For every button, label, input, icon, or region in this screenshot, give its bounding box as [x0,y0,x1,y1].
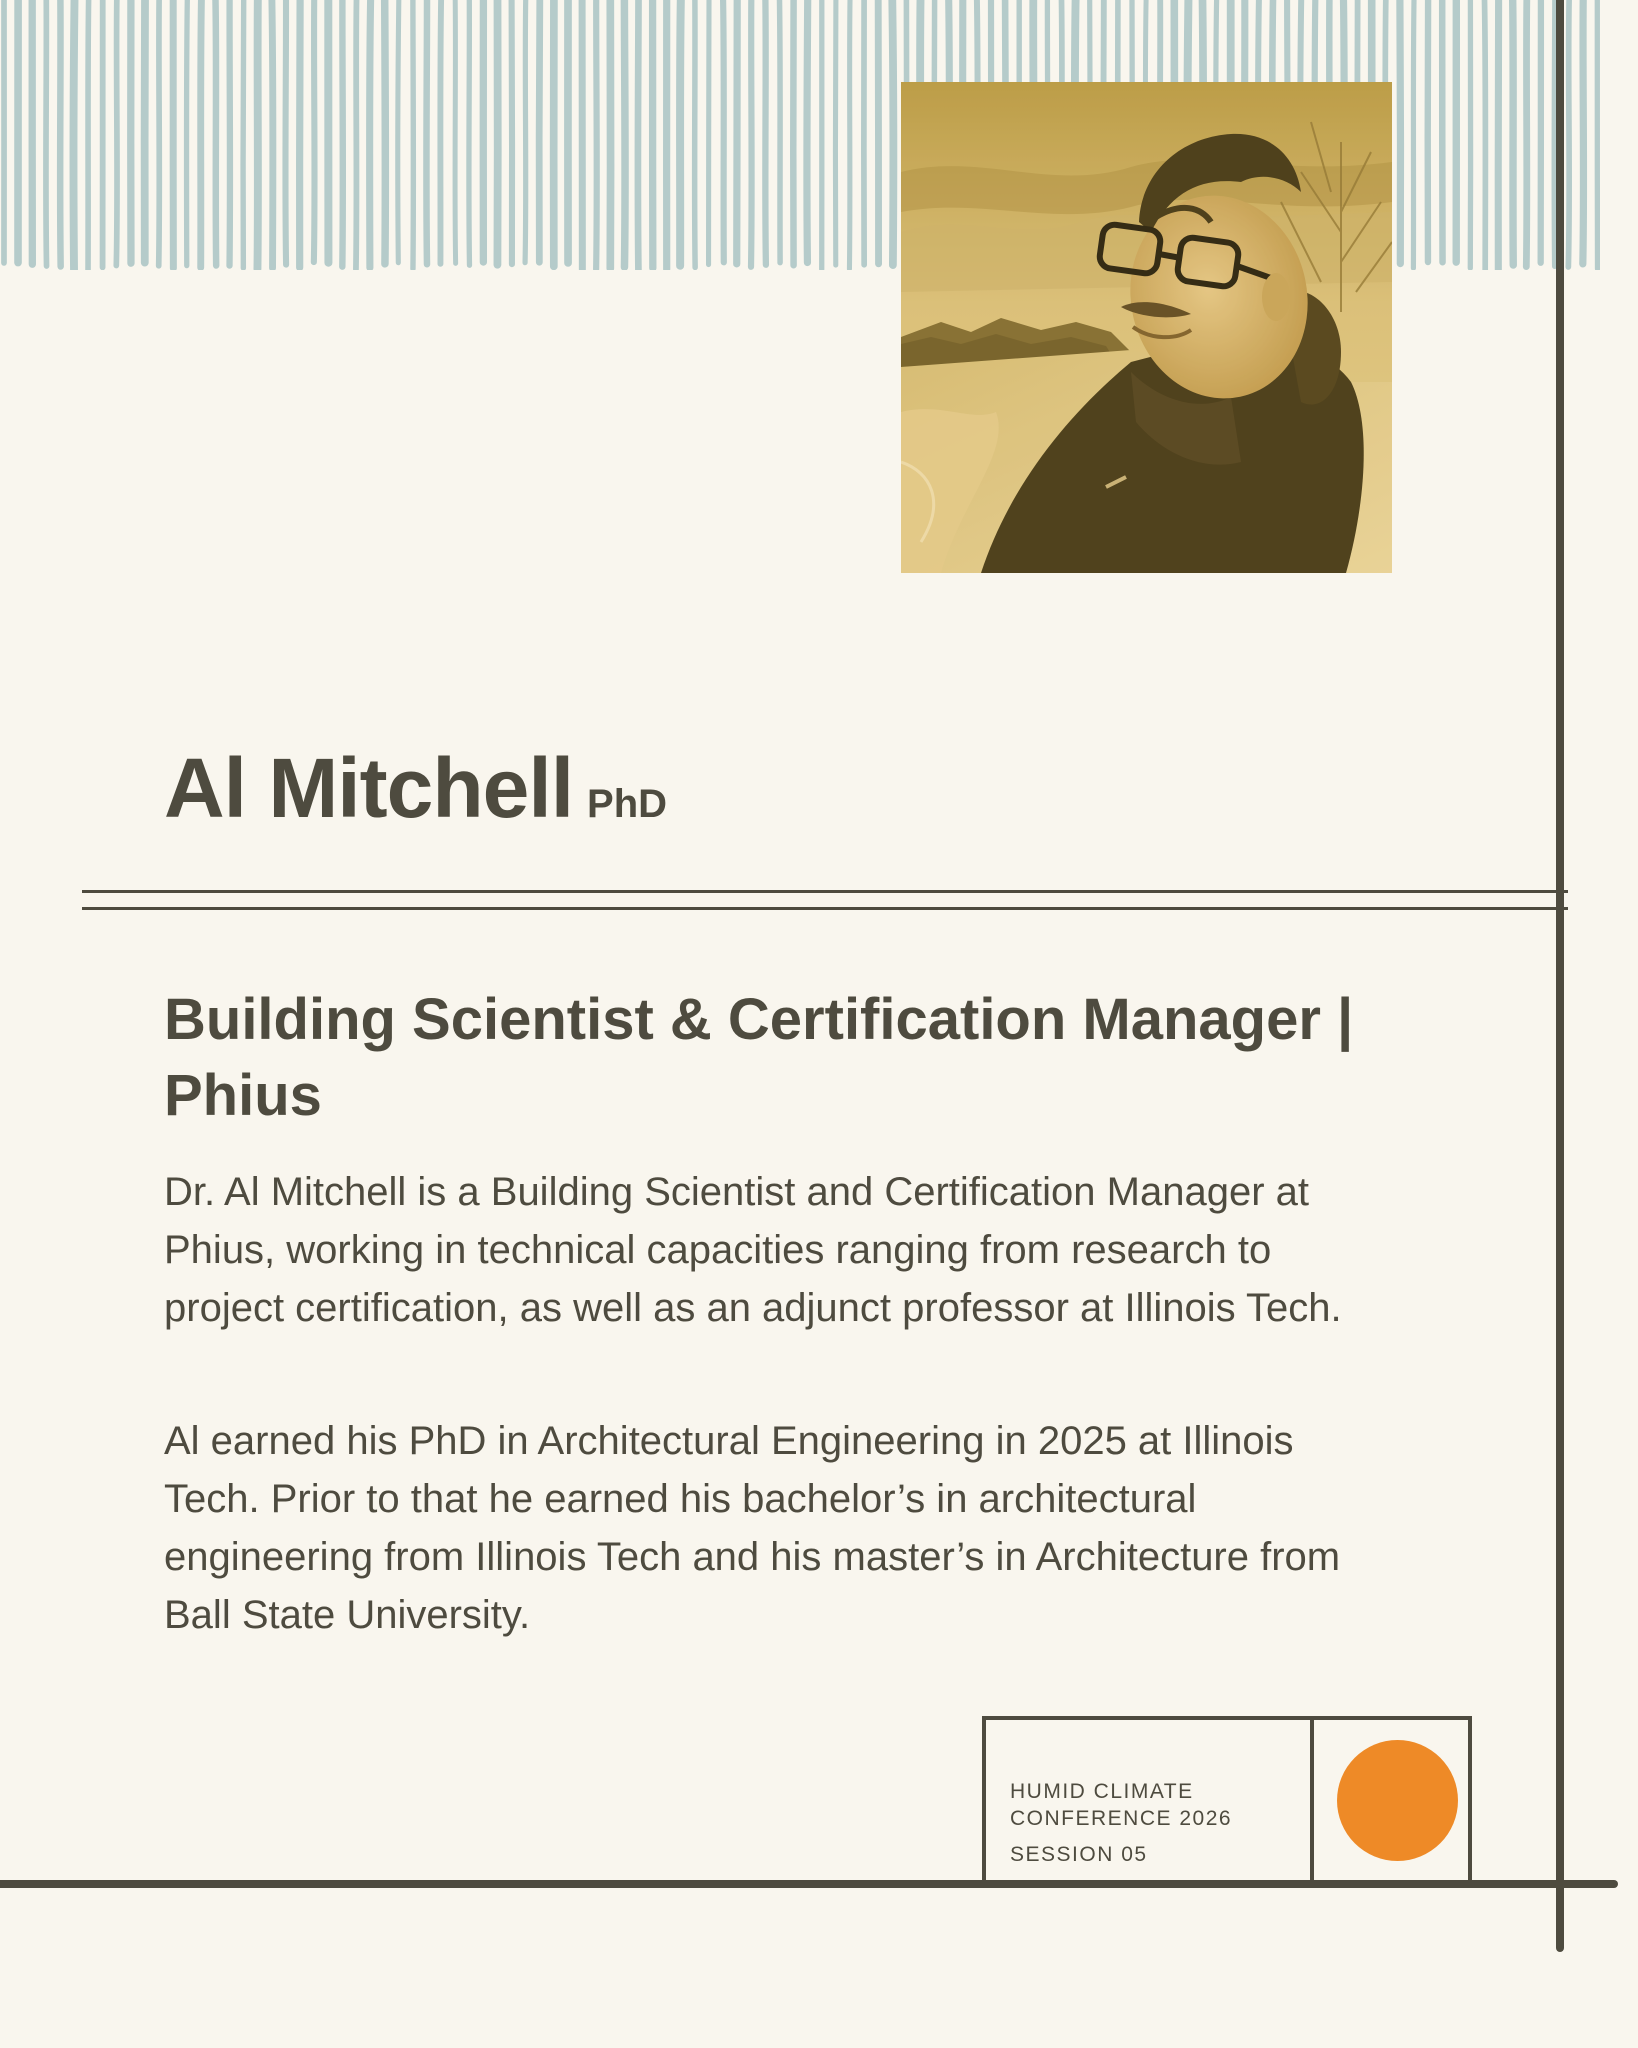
speaker-degree: PhD [587,782,668,826]
speaker-name: Al Mitchell [164,741,574,835]
event-session: SESSION 05 [1010,1843,1148,1866]
divider-line-upper [82,890,1568,893]
event-title: HUMID CLIMATE CONFERENCE 2026 [1010,1780,1233,1830]
speaker-name-line [164,740,667,837]
bio-paragraph: Al earned his PhD in Architectural Engineering in 2025 at Illinois Tech. Prior to that he earned his bachelor’s in architectural engineering from Illinois Tech and his master’s in Architecture from Ball State University. [164,1419,1341,1637]
vertical-rule [1556,0,1564,1952]
event-badge [982,1716,1472,1884]
bio-paragraph: Dr. Al Mitchell is a Building Scientist and Certification Manager at Phius, working in technical capacities ranging from research to project certification, as well as an adjunct professor at Illinois Tech. [164,1170,1342,1330]
speaker-role: Building Scientist & Certification Manager | Phius [164,987,1354,1128]
orange-dot-icon [1337,1740,1458,1861]
event-badge-text [1010,1778,1300,1868]
divider-line-lower [82,907,1568,910]
speaker-photo [901,82,1392,573]
badge-divider [1310,1720,1314,1884]
